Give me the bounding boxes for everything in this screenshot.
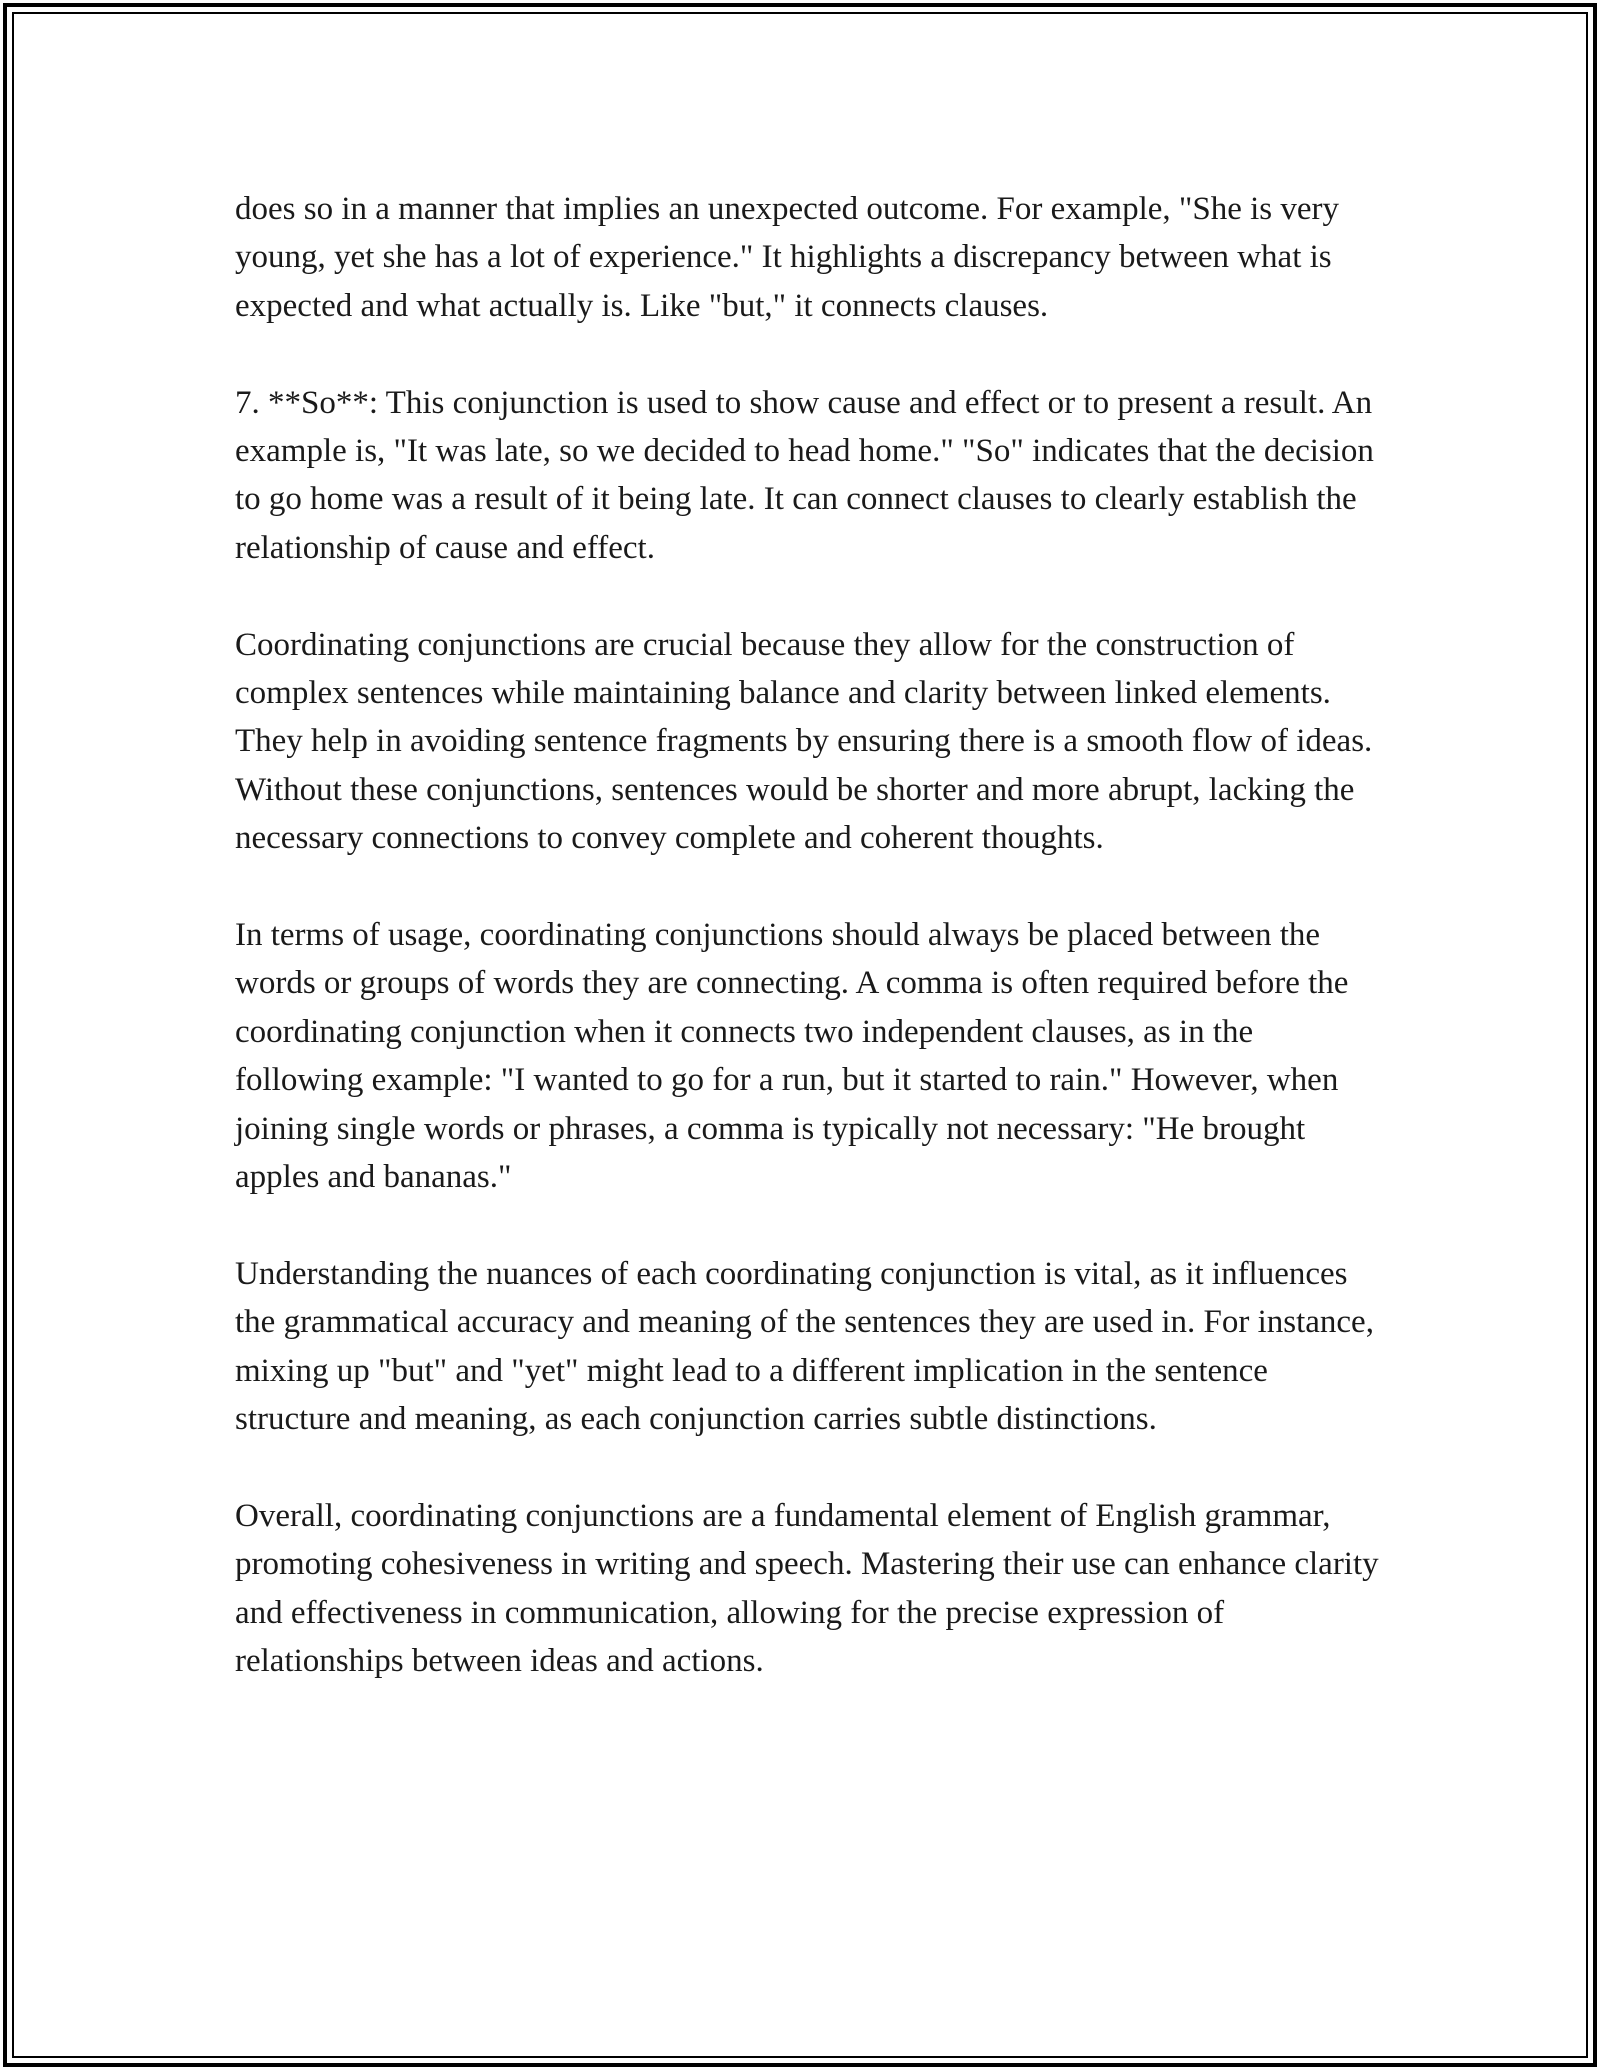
document-body — [235, 185, 1385, 1686]
paragraph-yet-continuation: does so in a manner that implies an unexpected outcome. For example, "She is very young, yet she has a lot of experience." It highlights a discrepancy between what is expected and what actually is. Like "but," it connects clauses. — [235, 191, 1340, 324]
paragraph-importance: Coordinating conjunctions are crucial because they allow for the construction of complex sentences while maintaining balance and clarity between linked elements. They help in avoiding sentence fragments by ensuring there is a smooth flow of ideas. Without these conjunctions, sentences would be shorter and more abrupt, lacking the necessary connections to convey complete and coherent thoughts. — [235, 626, 1373, 857]
paragraph-usage: In terms of usage, coordinating conjunctions should always be placed between the words or groups of words they are connecting. A comma is often required before the coordinating conjunction when it connects two independent clauses, as in the following example: "I wanted to go for a run, but it started to rain." However, when joining single words or phrases, a comma is typically not necessary: "He brought apples and bananas." — [235, 917, 1349, 1196]
paragraph-overall: Overall, coordinating conjunctions are a fundamental element of English grammar, promoting cohesiveness in writing and speech. Mastering their use can enhance clarity and effectiveness in communication, allowing for the precise expression of relationships between ideas and actions. — [235, 1497, 1379, 1680]
paragraph-nuances: Understanding the nuances of each coordinating conjunction is vital, as it influences the grammatical accuracy and meaning of the sentences they are used in. For instance, mixing up "but" and "yet" might lead to a different implication in the sentence structure and meaning, as each conjunction carries subtle distinctions. — [235, 1255, 1374, 1438]
paragraph-so-conjunction: 7. **So**: This conjunction is used to show cause and effect or to present a result. An example is, "It was late, so we decided to head home." "So" indicates that the decision to go home was a result of it being late. It can connect clauses to clearly establish the relationship of cause and effect. — [235, 384, 1374, 566]
